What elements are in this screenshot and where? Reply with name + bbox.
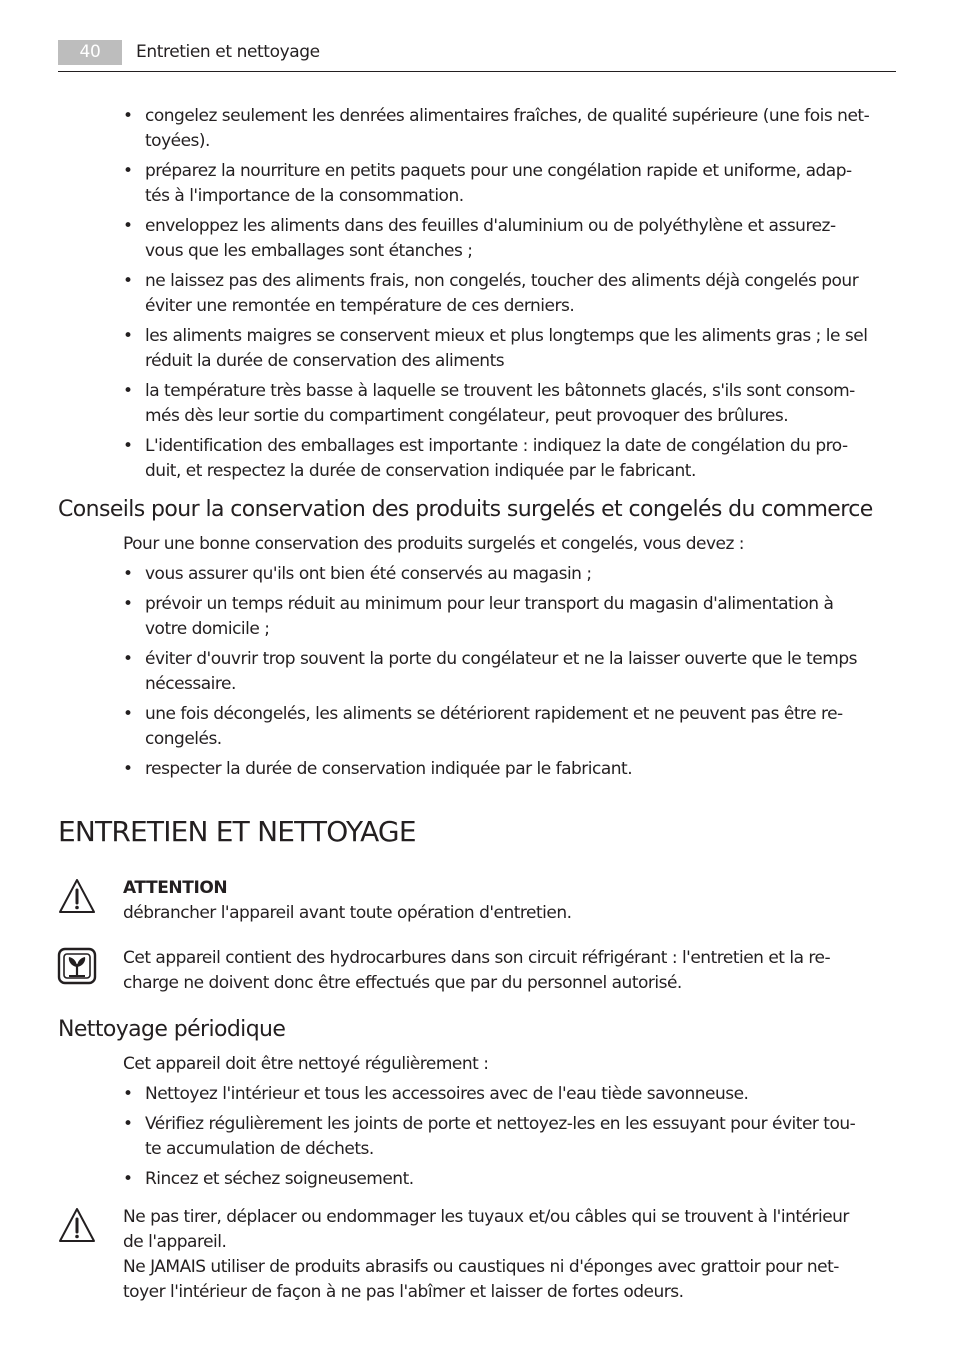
section-intro: Pour une bonne conservation des produits surgelés et congelés, vous devez :	[123, 534, 745, 554]
bullet: •	[123, 564, 134, 584]
warning-text-line-2: de l'appareil.	[123, 1232, 227, 1252]
section-heading-periodic: Nettoyage périodique	[58, 1017, 286, 1042]
bullet: •	[123, 216, 134, 236]
warning-triangle-icon	[57, 1206, 97, 1244]
bullet: •	[123, 1169, 134, 1189]
bullet: •	[123, 381, 134, 401]
bullet: •	[123, 759, 134, 779]
page-header	[58, 40, 896, 72]
attention-text: débrancher l'appareil avant toute opération d'entretien.	[123, 903, 572, 923]
warning-text-line-1: Ne pas tirer, déplacer ou endommager les tuyaux et/ou câbles qui se trouvent à l'intérieur	[123, 1207, 849, 1227]
bullet: •	[123, 326, 134, 346]
bullet: •	[123, 271, 134, 291]
bullet: •	[123, 594, 134, 614]
bullet: •	[123, 649, 134, 669]
eco-text-line-1: Cet appareil contient des hydrocarbures dans son circuit réfrigérant : l'entretien et la re-	[123, 948, 831, 968]
chapter-title: ENTRETIEN ET NETTOYAGE	[58, 815, 416, 848]
bullet: •	[123, 161, 134, 181]
bullet: •	[123, 1084, 134, 1104]
bullet: •	[123, 106, 134, 126]
environment-plant-icon	[57, 947, 97, 985]
bullet: •	[123, 704, 134, 724]
bullet: •	[123, 1114, 134, 1134]
bullet: •	[123, 436, 134, 456]
page-number: 40	[58, 40, 122, 65]
attention-label: ATTENTION	[123, 878, 228, 898]
header-section-title: Entretien et nettoyage	[136, 42, 320, 62]
warning-text-line-4: toyer l'intérieur de façon à ne pas l'abîmer et laisser de fortes odeurs.	[123, 1282, 684, 1302]
warning-text-line-3: Ne JAMAIS utiliser de produits abrasifs ou caustiques ni d'éponges avec grattoir pour net-	[123, 1257, 839, 1277]
section-intro: Cet appareil doit être nettoyé régulièrement :	[123, 1054, 489, 1074]
eco-text-line-2: charge ne doivent donc être effectués que par du personnel autorisé.	[123, 973, 682, 993]
section-heading-commerce: Conseils pour la conservation des produits surgelés et congelés du commerce	[58, 497, 873, 522]
warning-triangle-icon	[57, 877, 97, 915]
